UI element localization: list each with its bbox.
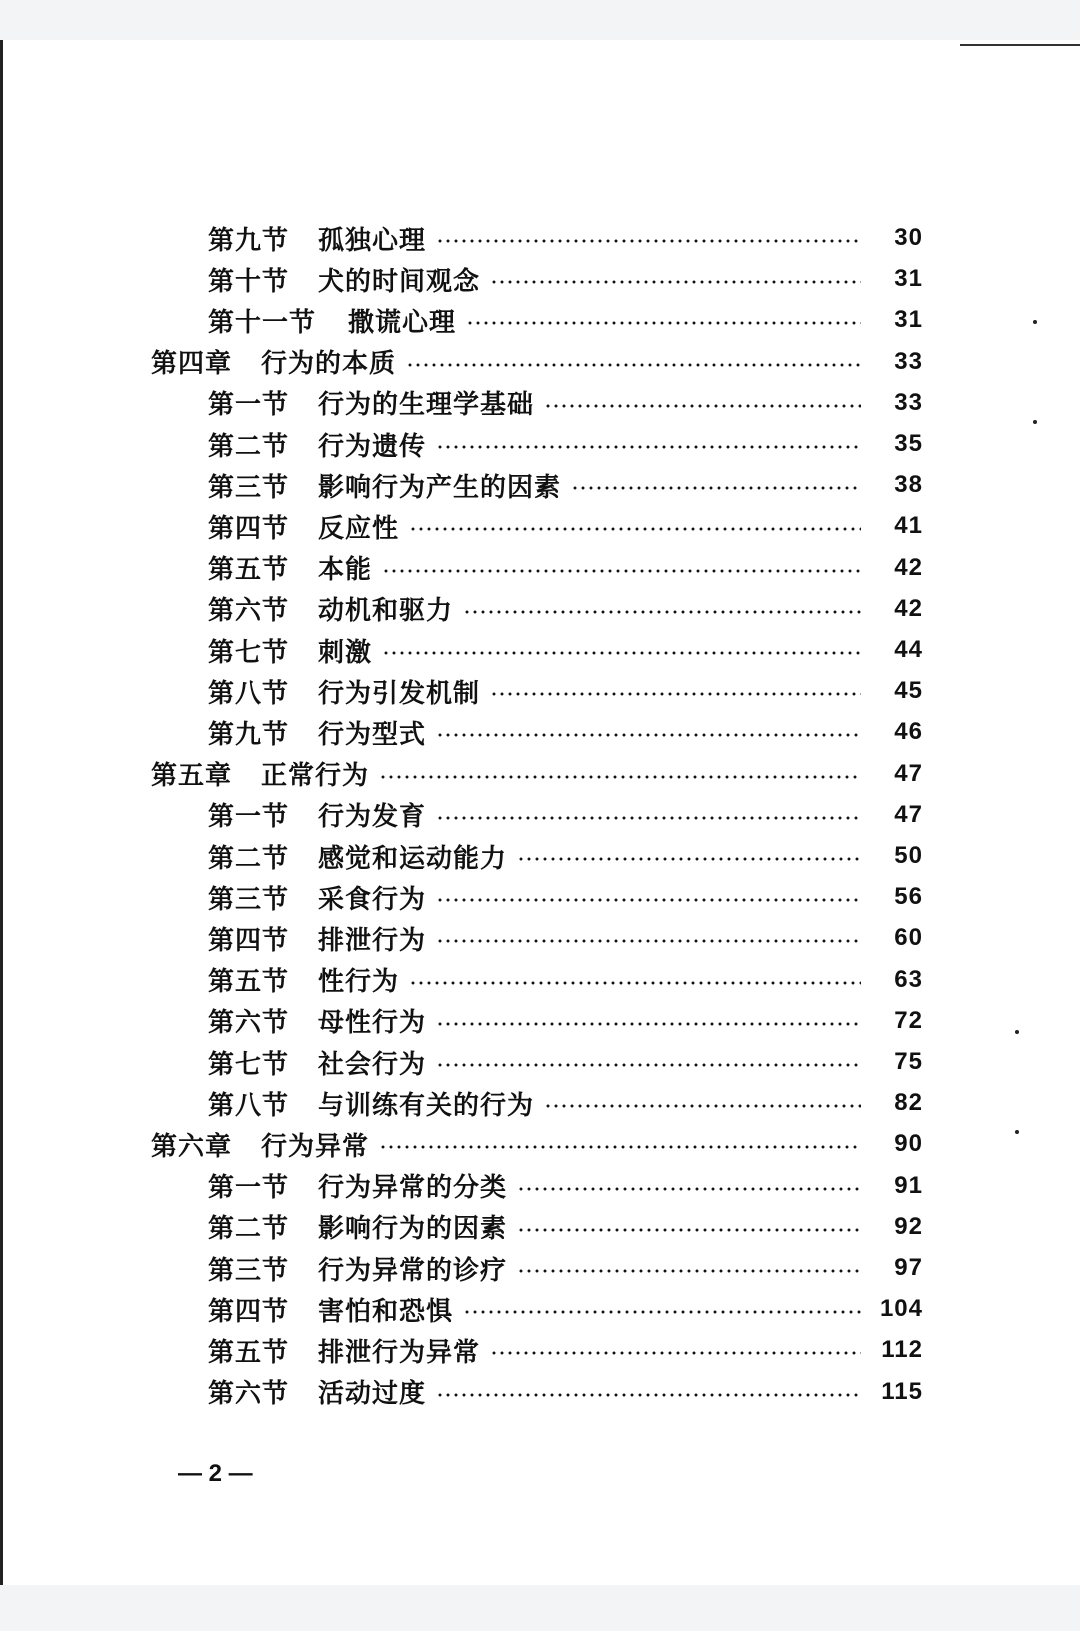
- dot-leader: [406, 363, 861, 367]
- toc-page-number: 46: [894, 718, 923, 746]
- toc-page-number: 42: [894, 553, 923, 581]
- section-title: 活动过度: [318, 1379, 427, 1410]
- chapter-title: 行为的本质: [261, 349, 397, 380]
- dot-leader: [544, 1104, 861, 1108]
- section-label: 第四节: [208, 925, 290, 956]
- toc-section-row: [208, 1207, 923, 1247]
- toc-page-number: 91: [894, 1171, 923, 1199]
- section-label: 第三节: [208, 472, 290, 503]
- section-title: 采食行为: [318, 884, 427, 915]
- dot-leader: [544, 404, 861, 408]
- section-label: 第六节: [208, 1008, 290, 1039]
- section-title: 行为异常的分类: [318, 1173, 508, 1204]
- toc-page-number: 115: [881, 1377, 923, 1405]
- chapter-label: 第六章: [151, 1131, 233, 1162]
- toc-section-row: [208, 877, 923, 917]
- chapter-label: 第五章: [151, 761, 233, 792]
- toc-section-row: [208, 548, 923, 588]
- dot-leader: [490, 692, 861, 696]
- toc-page-number: 47: [894, 759, 923, 787]
- toc-section-row: [208, 671, 923, 711]
- toc-section-row: [208, 712, 923, 752]
- section-title: 影响行为产生的因素: [318, 472, 562, 503]
- section-label: 第九节: [208, 225, 290, 256]
- dot-leader: [490, 280, 861, 284]
- section-label: 第四节: [208, 1296, 290, 1327]
- dot-leader: [382, 569, 861, 573]
- section-label: 第十一节: [208, 307, 317, 338]
- section-title: 性行为: [318, 967, 400, 998]
- toc-section-row: [208, 960, 923, 1000]
- dot-leader: [409, 527, 861, 531]
- toc-section-row: [208, 1083, 923, 1123]
- section-label: 第六节: [208, 1379, 290, 1410]
- toc-section-row: [208, 506, 923, 546]
- toc-page-number: 50: [894, 842, 923, 869]
- dot-leader: [436, 445, 861, 449]
- section-title: 感觉和运动能力: [318, 843, 508, 874]
- section-label: 第三节: [208, 1255, 290, 1286]
- toc-page-number: 42: [894, 594, 923, 622]
- toc-section-row: [208, 1166, 923, 1206]
- dot-leader: [517, 1228, 861, 1232]
- toc-section-row: [208, 1330, 923, 1370]
- scan-speck: [1033, 320, 1037, 324]
- section-label: 第二节: [208, 431, 290, 462]
- toc-page-number: 97: [894, 1254, 923, 1281]
- toc-page-number: 82: [894, 1089, 923, 1117]
- toc-page-number: 60: [894, 924, 923, 952]
- toc-section-row: [208, 795, 923, 835]
- book-page: [0, 40, 1080, 1585]
- toc-section-row: [208, 259, 923, 299]
- dot-leader: [379, 1145, 861, 1149]
- dot-leader: [517, 857, 861, 861]
- toc-page-number: 30: [894, 224, 923, 251]
- dot-leader: [571, 486, 861, 490]
- section-title: 与训练有关的行为: [318, 1090, 535, 1121]
- dot-leader: [382, 651, 861, 655]
- toc-section-row: [208, 1248, 923, 1288]
- toc-section-row: [208, 218, 923, 258]
- section-title: 社会行为: [318, 1049, 427, 1080]
- toc-chapter-row: [151, 754, 923, 794]
- toc-chapter-row: [151, 342, 923, 382]
- dot-leader: [436, 939, 861, 943]
- scan-speck: [1015, 1130, 1019, 1134]
- section-title: 害怕和恐惧: [318, 1296, 454, 1327]
- section-title: 行为型式: [318, 719, 427, 750]
- section-title: 行为发育: [318, 802, 427, 833]
- toc-section-row: [208, 424, 923, 464]
- scan-speck: [1033, 420, 1037, 424]
- toc-page-number: 104: [879, 1295, 923, 1323]
- dot-leader: [463, 610, 861, 614]
- dot-leader: [517, 1187, 861, 1191]
- dot-leader: [436, 898, 861, 902]
- section-label: 第五节: [208, 1337, 290, 1368]
- toc-section-row: [208, 465, 923, 505]
- section-label: 第二节: [208, 843, 290, 874]
- section-title: 本能: [318, 555, 373, 586]
- toc-page-number: 33: [894, 388, 923, 416]
- toc-section-row: [208, 300, 923, 340]
- dot-leader: [379, 775, 861, 779]
- section-title: 母性行为: [318, 1008, 427, 1039]
- dot-leader: [436, 816, 861, 820]
- section-label: 第一节: [208, 390, 290, 421]
- section-label: 第二节: [208, 1214, 290, 1245]
- section-title: 影响行为的因素: [318, 1214, 508, 1245]
- section-label: 第一节: [208, 802, 290, 833]
- dot-leader: [436, 1063, 861, 1067]
- section-title: 刺激: [318, 637, 373, 668]
- toc-page-number: 90: [894, 1130, 923, 1158]
- toc-page-number: 45: [894, 677, 923, 705]
- section-title: 行为异常的诊疗: [318, 1255, 508, 1286]
- page-number-footer: — 2 —: [178, 1460, 253, 1487]
- toc-page-number: 33: [894, 347, 923, 375]
- toc-section-row: [208, 630, 923, 670]
- toc-section-row: [208, 918, 923, 958]
- section-title: 孤独心理: [318, 225, 427, 256]
- toc-page-number: 72: [894, 1006, 923, 1034]
- section-label: 第三节: [208, 884, 290, 915]
- dot-leader: [466, 321, 861, 325]
- section-title: 排泄行为: [318, 925, 427, 956]
- chapter-title: 正常行为: [261, 761, 370, 792]
- section-title: 撒谎心理: [348, 307, 457, 338]
- dot-leader: [409, 981, 861, 985]
- section-label: 第七节: [208, 1049, 290, 1080]
- toc-page-number: 38: [894, 471, 923, 499]
- section-title: 动机和驱力: [318, 596, 454, 627]
- chapter-label: 第四章: [151, 349, 233, 380]
- toc-page-number: 31: [894, 306, 923, 334]
- top-rule: [960, 44, 1080, 46]
- toc-page-number: 47: [894, 800, 923, 828]
- toc-page-number: 75: [894, 1048, 923, 1075]
- section-label: 第七节: [208, 637, 290, 668]
- toc-section-row: [208, 589, 923, 629]
- toc-section-row: [208, 383, 923, 423]
- toc-page-number: 41: [894, 512, 923, 540]
- section-label: 第十节: [208, 266, 290, 297]
- toc-page-number: 35: [894, 430, 923, 457]
- section-label: 第八节: [208, 678, 290, 709]
- toc-page-number: 31: [894, 265, 923, 293]
- toc-section-row: [208, 836, 923, 876]
- section-title: 行为遗传: [318, 431, 427, 462]
- section-label: 第九节: [208, 719, 290, 750]
- section-label: 第五节: [208, 967, 290, 998]
- section-label: 第四节: [208, 513, 290, 544]
- toc-section-row: [208, 1042, 923, 1082]
- dot-leader: [436, 733, 861, 737]
- toc-page-number: 92: [894, 1212, 923, 1240]
- section-title: 犬的时间观念: [318, 266, 481, 297]
- toc-page-number: 63: [894, 965, 923, 993]
- toc-page-number: 112: [881, 1336, 923, 1364]
- dot-leader: [517, 1269, 861, 1273]
- section-label: 第五节: [208, 555, 290, 586]
- section-label: 第八节: [208, 1090, 290, 1121]
- scan-speck: [1015, 1030, 1019, 1034]
- section-title: 行为引发机制: [318, 678, 481, 709]
- dot-leader: [463, 1310, 861, 1314]
- toc-section-row: [208, 1289, 923, 1329]
- chapter-title: 行为异常: [261, 1131, 370, 1162]
- dot-leader: [436, 239, 861, 243]
- dot-leader: [436, 1022, 861, 1026]
- section-title: 排泄行为异常: [318, 1337, 481, 1368]
- toc-page-number: 44: [894, 636, 923, 663]
- toc-section-row: [208, 1001, 923, 1041]
- section-title: 反应性: [318, 513, 400, 544]
- section-title: 行为的生理学基础: [318, 390, 535, 421]
- toc-section-row: [208, 1372, 923, 1412]
- section-label: 第一节: [208, 1173, 290, 1204]
- toc-chapter-row: [151, 1124, 923, 1164]
- section-label: 第六节: [208, 596, 290, 627]
- dot-leader: [436, 1393, 861, 1397]
- toc-page-number: 56: [894, 883, 923, 911]
- dot-leader: [490, 1351, 861, 1355]
